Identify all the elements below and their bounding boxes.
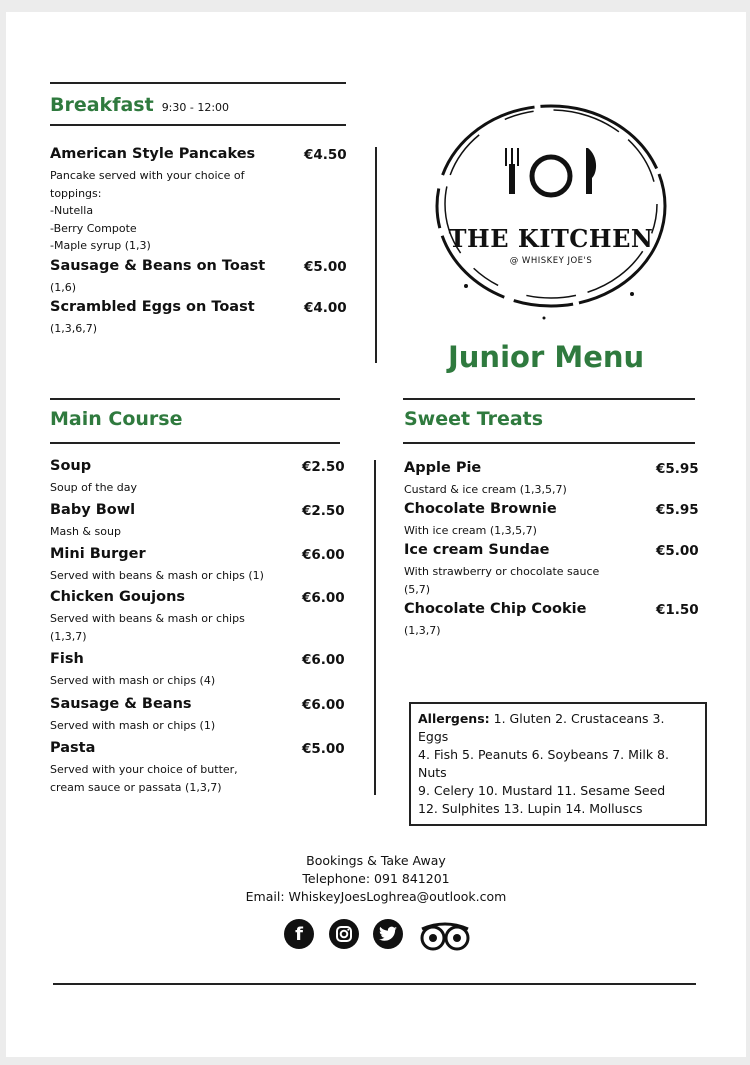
- contact-info: [6, 852, 746, 906]
- breakfast-heading: [50, 94, 229, 116]
- menu-item-name: Chocolate Brownie: [404, 501, 557, 517]
- breakfast-title: Breakfast: [50, 94, 154, 116]
- menu-item-price: €4.00: [304, 300, 347, 316]
- allergens-label: Allergens:: [418, 711, 490, 726]
- knife-icon: [586, 148, 596, 194]
- menu-item-description: [50, 610, 310, 645]
- description-line: cream sauce or passata (1,3,7): [50, 780, 222, 794]
- menu-item-description: [50, 672, 310, 690]
- allergens-line: 9. Celery 10. Mustard 11. Sesame Seed: [418, 783, 666, 798]
- menu-item-description: [50, 761, 310, 796]
- instagram-glyph: [335, 925, 353, 943]
- description-line: -Maple syrup (1,3): [50, 239, 151, 252]
- menu-item-name: Fish: [50, 651, 84, 667]
- bottom-divider: [374, 460, 376, 795]
- twitter-glyph: [379, 926, 397, 942]
- junior-menu-title: Junior Menu: [448, 340, 645, 374]
- description-line: Served with mash or chips (1): [50, 719, 216, 732]
- menu-item-price: €6.00: [302, 547, 345, 563]
- menu-item-price: €5.95: [656, 461, 699, 477]
- sweet-treats-heading: Sweet Treats: [404, 408, 544, 430]
- menu-item-name: Ice cream Sundae: [404, 542, 550, 558]
- description-line: -Nutella: [50, 204, 94, 217]
- main-course-heading: Main Course: [50, 408, 183, 430]
- description-line: (1,3,7): [404, 624, 441, 637]
- logo-title: THE KITCHEN: [448, 224, 654, 253]
- menu-item-description: [404, 522, 644, 540]
- menu-item-name: Sausage & Beans on Toast: [50, 258, 266, 274]
- menu-item-name: Pasta: [50, 740, 96, 756]
- menu-item-description: [50, 567, 310, 585]
- menu-item-name: Soup: [50, 458, 92, 474]
- menu-item-price: €6.00: [302, 697, 345, 713]
- logo-subtitle: @ WHISKEY JOE'S: [509, 256, 593, 266]
- description-line: Pancake served with your choice of: [50, 169, 245, 182]
- sweet-bottom-rule: [403, 442, 695, 444]
- menu-item-description: [50, 279, 310, 297]
- allergens-line: 1. Gluten 2. Crustaceans 3. Eggs: [418, 711, 665, 744]
- description-line: Soup of the day: [50, 481, 138, 494]
- email-text[interactable]: Email: WhiskeyJoesLoghrea@outlook.com: [245, 889, 507, 904]
- description-line: With strawberry or chocolate sauce: [404, 565, 600, 578]
- description-line: Custard & ice cream (1,3,5,7): [404, 483, 567, 496]
- kitchen-logo: [426, 86, 676, 326]
- allergens-line: 4. Fish 5. Peanuts 6. Soybeans 7. Milk 8. Nuts: [418, 747, 669, 780]
- tripadvisor-icon[interactable]: [416, 921, 474, 951]
- menu-item-name: Mini Burger: [50, 546, 146, 562]
- footer-rule: [53, 983, 696, 985]
- breakfast-bottom-rule: [50, 124, 346, 126]
- fork-icon: [506, 148, 518, 194]
- twitter-icon[interactable]: [373, 919, 403, 949]
- allergens-box: [409, 702, 707, 826]
- menu-item-description: [50, 320, 310, 338]
- breakfast-hours: 9:30 - 12:00: [161, 101, 230, 114]
- bookings-text: Bookings & Take Away: [306, 853, 446, 868]
- description-line: Served with beans & mash or chips (1): [50, 569, 264, 582]
- menu-item-price: €6.00: [302, 652, 345, 668]
- menu-item-price: €2.50: [302, 503, 345, 519]
- menu-item-description: [50, 479, 310, 497]
- description-line: (1,3,6,7): [50, 322, 98, 335]
- menu-item-description: [404, 563, 644, 598]
- description-line: Served with your choice of butter,: [50, 763, 238, 776]
- telephone-text: Telephone: 091 841201: [302, 871, 450, 886]
- description-line: toppings:: [50, 186, 102, 200]
- menu-item-price: €2.50: [302, 459, 345, 475]
- menu-item-price: €4.50: [304, 147, 347, 163]
- menu-item-price: €6.00: [302, 590, 345, 606]
- description-line: Served with mash or chips (4): [50, 674, 216, 687]
- main-bottom-rule: [50, 442, 340, 444]
- menu-page: [6, 12, 746, 1057]
- description-line: Served with beans & mash or chips: [50, 612, 245, 625]
- menu-item-description: [50, 523, 310, 541]
- description-line: Mash & soup: [50, 525, 121, 538]
- menu-item-description: [404, 481, 644, 499]
- menu-item-name: Apple Pie: [404, 460, 482, 476]
- instagram-icon[interactable]: [329, 919, 359, 949]
- description-line: With ice cream (1,3,5,7): [404, 524, 537, 537]
- breakfast-top-rule: [50, 82, 346, 84]
- menu-item-name: Scrambled Eggs on Toast: [50, 299, 255, 315]
- menu-item-name: Sausage & Beans: [50, 696, 192, 712]
- description-line: (1,6): [50, 281, 77, 294]
- facebook-icon[interactable]: [284, 919, 314, 949]
- menu-item-name: American Style Pancakes: [50, 146, 256, 162]
- menu-item-price: €5.00: [304, 259, 347, 275]
- main-top-rule: [50, 398, 340, 400]
- sweet-top-rule: [403, 398, 695, 400]
- allergens-line: 12. Sulphites 13. Lupin 14. Molluscs: [418, 801, 643, 816]
- facebook-glyph: f: [295, 923, 303, 945]
- menu-item-name: Chicken Goujons: [50, 589, 186, 605]
- menu-item-price: €5.00: [656, 543, 699, 559]
- menu-item-name: Chocolate Chip Cookie: [404, 601, 587, 617]
- top-divider: [375, 147, 377, 363]
- menu-item-price: €1.50: [656, 602, 699, 618]
- menu-item-price: €5.95: [656, 502, 699, 518]
- menu-item-price: €5.00: [302, 741, 345, 757]
- menu-item-description: [404, 622, 644, 640]
- plate-icon: [532, 157, 570, 195]
- menu-item-name: Baby Bowl: [50, 502, 136, 518]
- menu-item-description: [50, 167, 310, 255]
- description-line: -Berry Compote: [50, 221, 137, 235]
- description-line: (1,3,7): [50, 629, 87, 643]
- menu-item-description: [50, 717, 310, 735]
- description-line: (5,7): [404, 582, 431, 596]
